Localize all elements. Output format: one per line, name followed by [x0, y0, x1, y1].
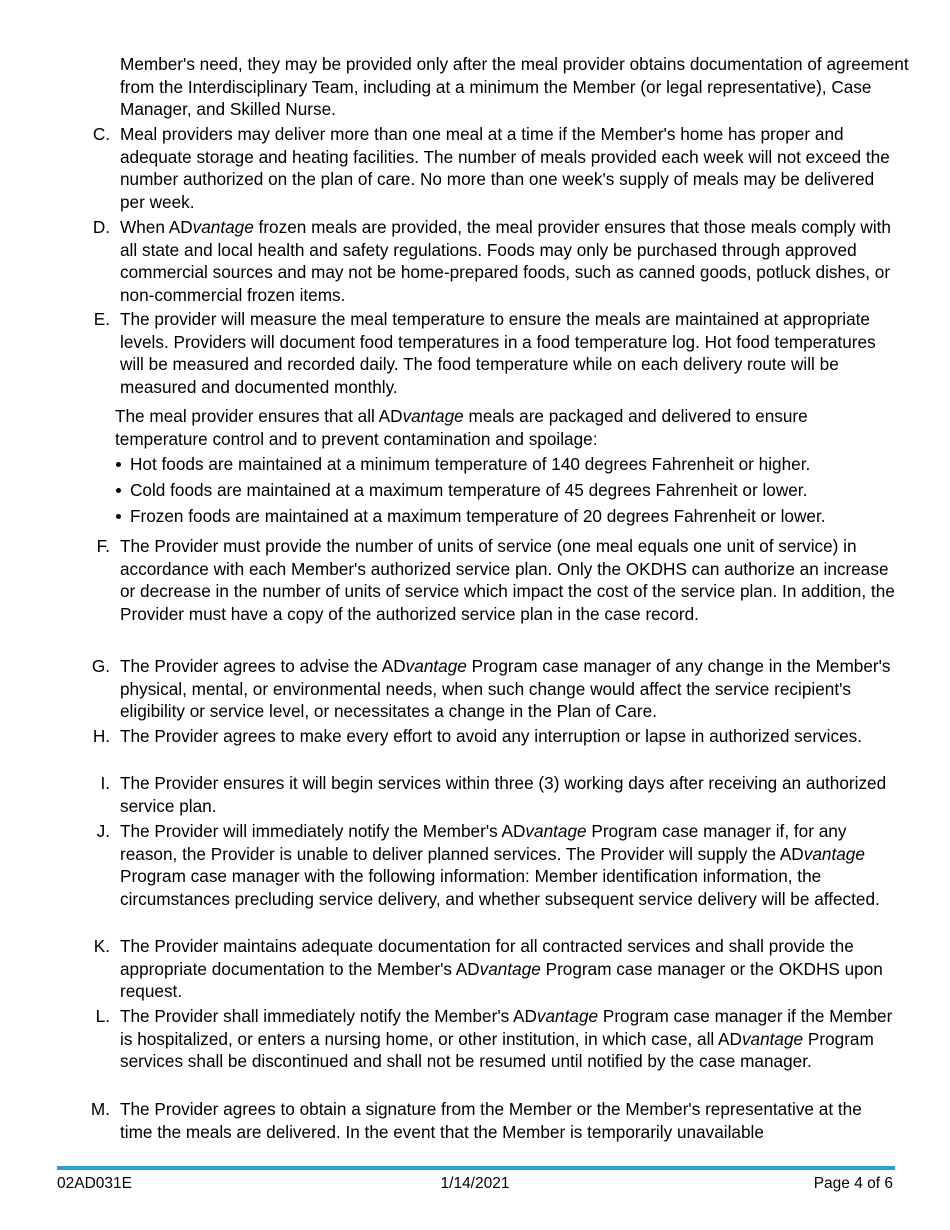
footer-divider: [57, 1166, 895, 1170]
italic-text-segment: vantage: [405, 656, 467, 676]
form-number: 02AD031E: [57, 1175, 132, 1192]
bullet-icon: [116, 488, 121, 493]
bullet-text: Cold foods are maintained at a maximum temperature of 45 degrees Fahrenheit or lower.: [130, 480, 808, 500]
text-segment: The Provider maintains adequate documentation for all contracted services and shall provide the appropriate documentation to the Member's AD: [120, 936, 854, 979]
text-segment: The Provider agrees to advise the AD: [120, 656, 406, 676]
italic-text-segment: vantage: [803, 843, 865, 864]
italic-text-segment: vantage: [525, 821, 587, 841]
text-segment: The Provider shall immediately notify the Member's AD: [120, 1006, 537, 1026]
item-letter: K.: [93, 936, 110, 956]
item-text: [120, 820, 895, 910]
bullet-text: Hot foods are maintained at a minimum temperature of 140 degrees Fahrenheit or higher.: [130, 454, 811, 474]
item-letter: G.: [91, 656, 110, 676]
bullet-icon: [116, 514, 121, 519]
item-text: [120, 308, 895, 398]
packaging-paragraph: [115, 405, 905, 450]
item-letter: D.: [92, 217, 110, 237]
text-segment: The meal provider ensures that all AD: [115, 406, 403, 426]
bullet-text: Frozen foods are maintained at a maximum temperature of 20 degrees Fahrenheit or lower.: [130, 506, 826, 526]
text-segment: Program case manager if the Member is hospitalized, or enters a nursing home, or other institution, in which case, all AD: [120, 1006, 893, 1049]
item-letter: H.: [92, 726, 110, 746]
item-letter: J.: [96, 821, 110, 841]
italic-text-segment: vantage: [741, 1028, 804, 1049]
item-text: [120, 535, 895, 625]
page-number: Page 4 of 6: [813, 1175, 893, 1192]
continuation-paragraph: Member's need, they may be provided only after the meal provider obtains documentation of agreement from the Interdisciplinary Team, including at a minimum the Member (or legal representative), Case Manager, and Skilled Nurse.: [120, 54, 909, 119]
italic-text-segment: vantage: [536, 1006, 599, 1026]
item-text: [120, 1098, 895, 1143]
bullet-item-frozen: [108, 505, 928, 531]
item-text: [120, 123, 895, 213]
bullet-item-cold: [108, 479, 928, 505]
item-text: [120, 655, 895, 723]
text-segment: The Provider will immediately notify the Member's AD: [120, 821, 526, 841]
italic-text-segment: vantage: [479, 958, 541, 979]
revision-date: 1/14/2021: [440, 1175, 510, 1192]
item-text: [120, 216, 895, 306]
text-segment: Meal providers may deliver more than one meal at a time if the Member's home has proper and adequate storage and heating facilities. The number of meals provided each week will not exceed the number authorized on the plan of care. No more than one week's supply of meals may be delivered per week.: [120, 124, 890, 212]
text-segment: The Provider agrees to obtain a signature from the Member or the Member's representative at the time the meals are delivered. In the event that the Member is temporarily unavailable: [120, 1099, 862, 1142]
text-segment: The Provider ensures it will begin services within three (3) working days after receiving an authorized service plan.: [120, 773, 887, 816]
bullet-icon: [116, 462, 121, 467]
text-segment: meals are packaged and delivered to ensure temperature control and to prevent contamination and spoilage:: [115, 406, 808, 449]
item-text: [120, 725, 895, 748]
text-segment: frozen meals are provided, the meal provider ensures that those meals comply with all state and local health and safety regulations. Foods may only be purchased through approved commercial sources and may not be home-prepared foods, such as canned goods, potluck dishes, or non-commercial frozen items.: [120, 217, 891, 305]
text-segment: The provider will measure the meal temperature to ensure the meals are maintained at appropriate levels. Providers will document food temperatures in a food temperature log. Hot food temperatures will be measured and recorded daily. The food temperature while on each delivery route will be measured and documented monthly.: [120, 309, 876, 397]
item-letter: I.: [100, 773, 110, 793]
text-segment: Program case manager or the OKDHS upon request.: [120, 958, 883, 1001]
item-text: [120, 772, 895, 817]
text-segment: Program case manager with the following information: Member identification information, the circumstances precluding service delivery, and whether subsequent service delivery will be affected.: [120, 866, 880, 909]
bullet-item-hot: [108, 453, 928, 479]
item-letter: M.: [90, 1099, 110, 1119]
item-letter: C.: [92, 124, 110, 144]
item-text: [120, 1005, 895, 1073]
text-segment: Program case manager of any change in the Member's physical, mental, or environmental needs, when such change would affect the service recipient's eligibility or service level, or necessitates a change in the Plan of Care.: [120, 656, 891, 721]
italic-text-segment: vantage: [192, 217, 254, 237]
item-letter: L.: [95, 1006, 110, 1026]
text-segment: When AD: [120, 217, 193, 237]
item-letter: E.: [93, 309, 110, 329]
text-segment: The Provider must provide the number of units of service (one meal equals one unit of service) in accordance with each Member's authorized service plan. Only the OKDHS can authorize an increase or decrease in the number of units of service which impact the cost of the service plan. In addition, the Provider must have a copy of the authorized service plan in the case record.: [120, 536, 895, 624]
text-segment: Program services shall be discontinued and shall not be resumed until notified by the case manager.: [120, 1028, 874, 1071]
italic-text-segment: vantage: [402, 406, 464, 426]
text-segment: Program case manager if, for any reason, the Provider is unable to deliver planned services. The Provider will supply the AD: [120, 821, 847, 864]
temperature-bullet-list: [108, 453, 928, 531]
item-text: [120, 935, 895, 1003]
text-segment: The Provider agrees to make every effort to avoid any interruption or lapse in authorized services.: [120, 726, 862, 746]
item-letter: F.: [96, 536, 110, 556]
